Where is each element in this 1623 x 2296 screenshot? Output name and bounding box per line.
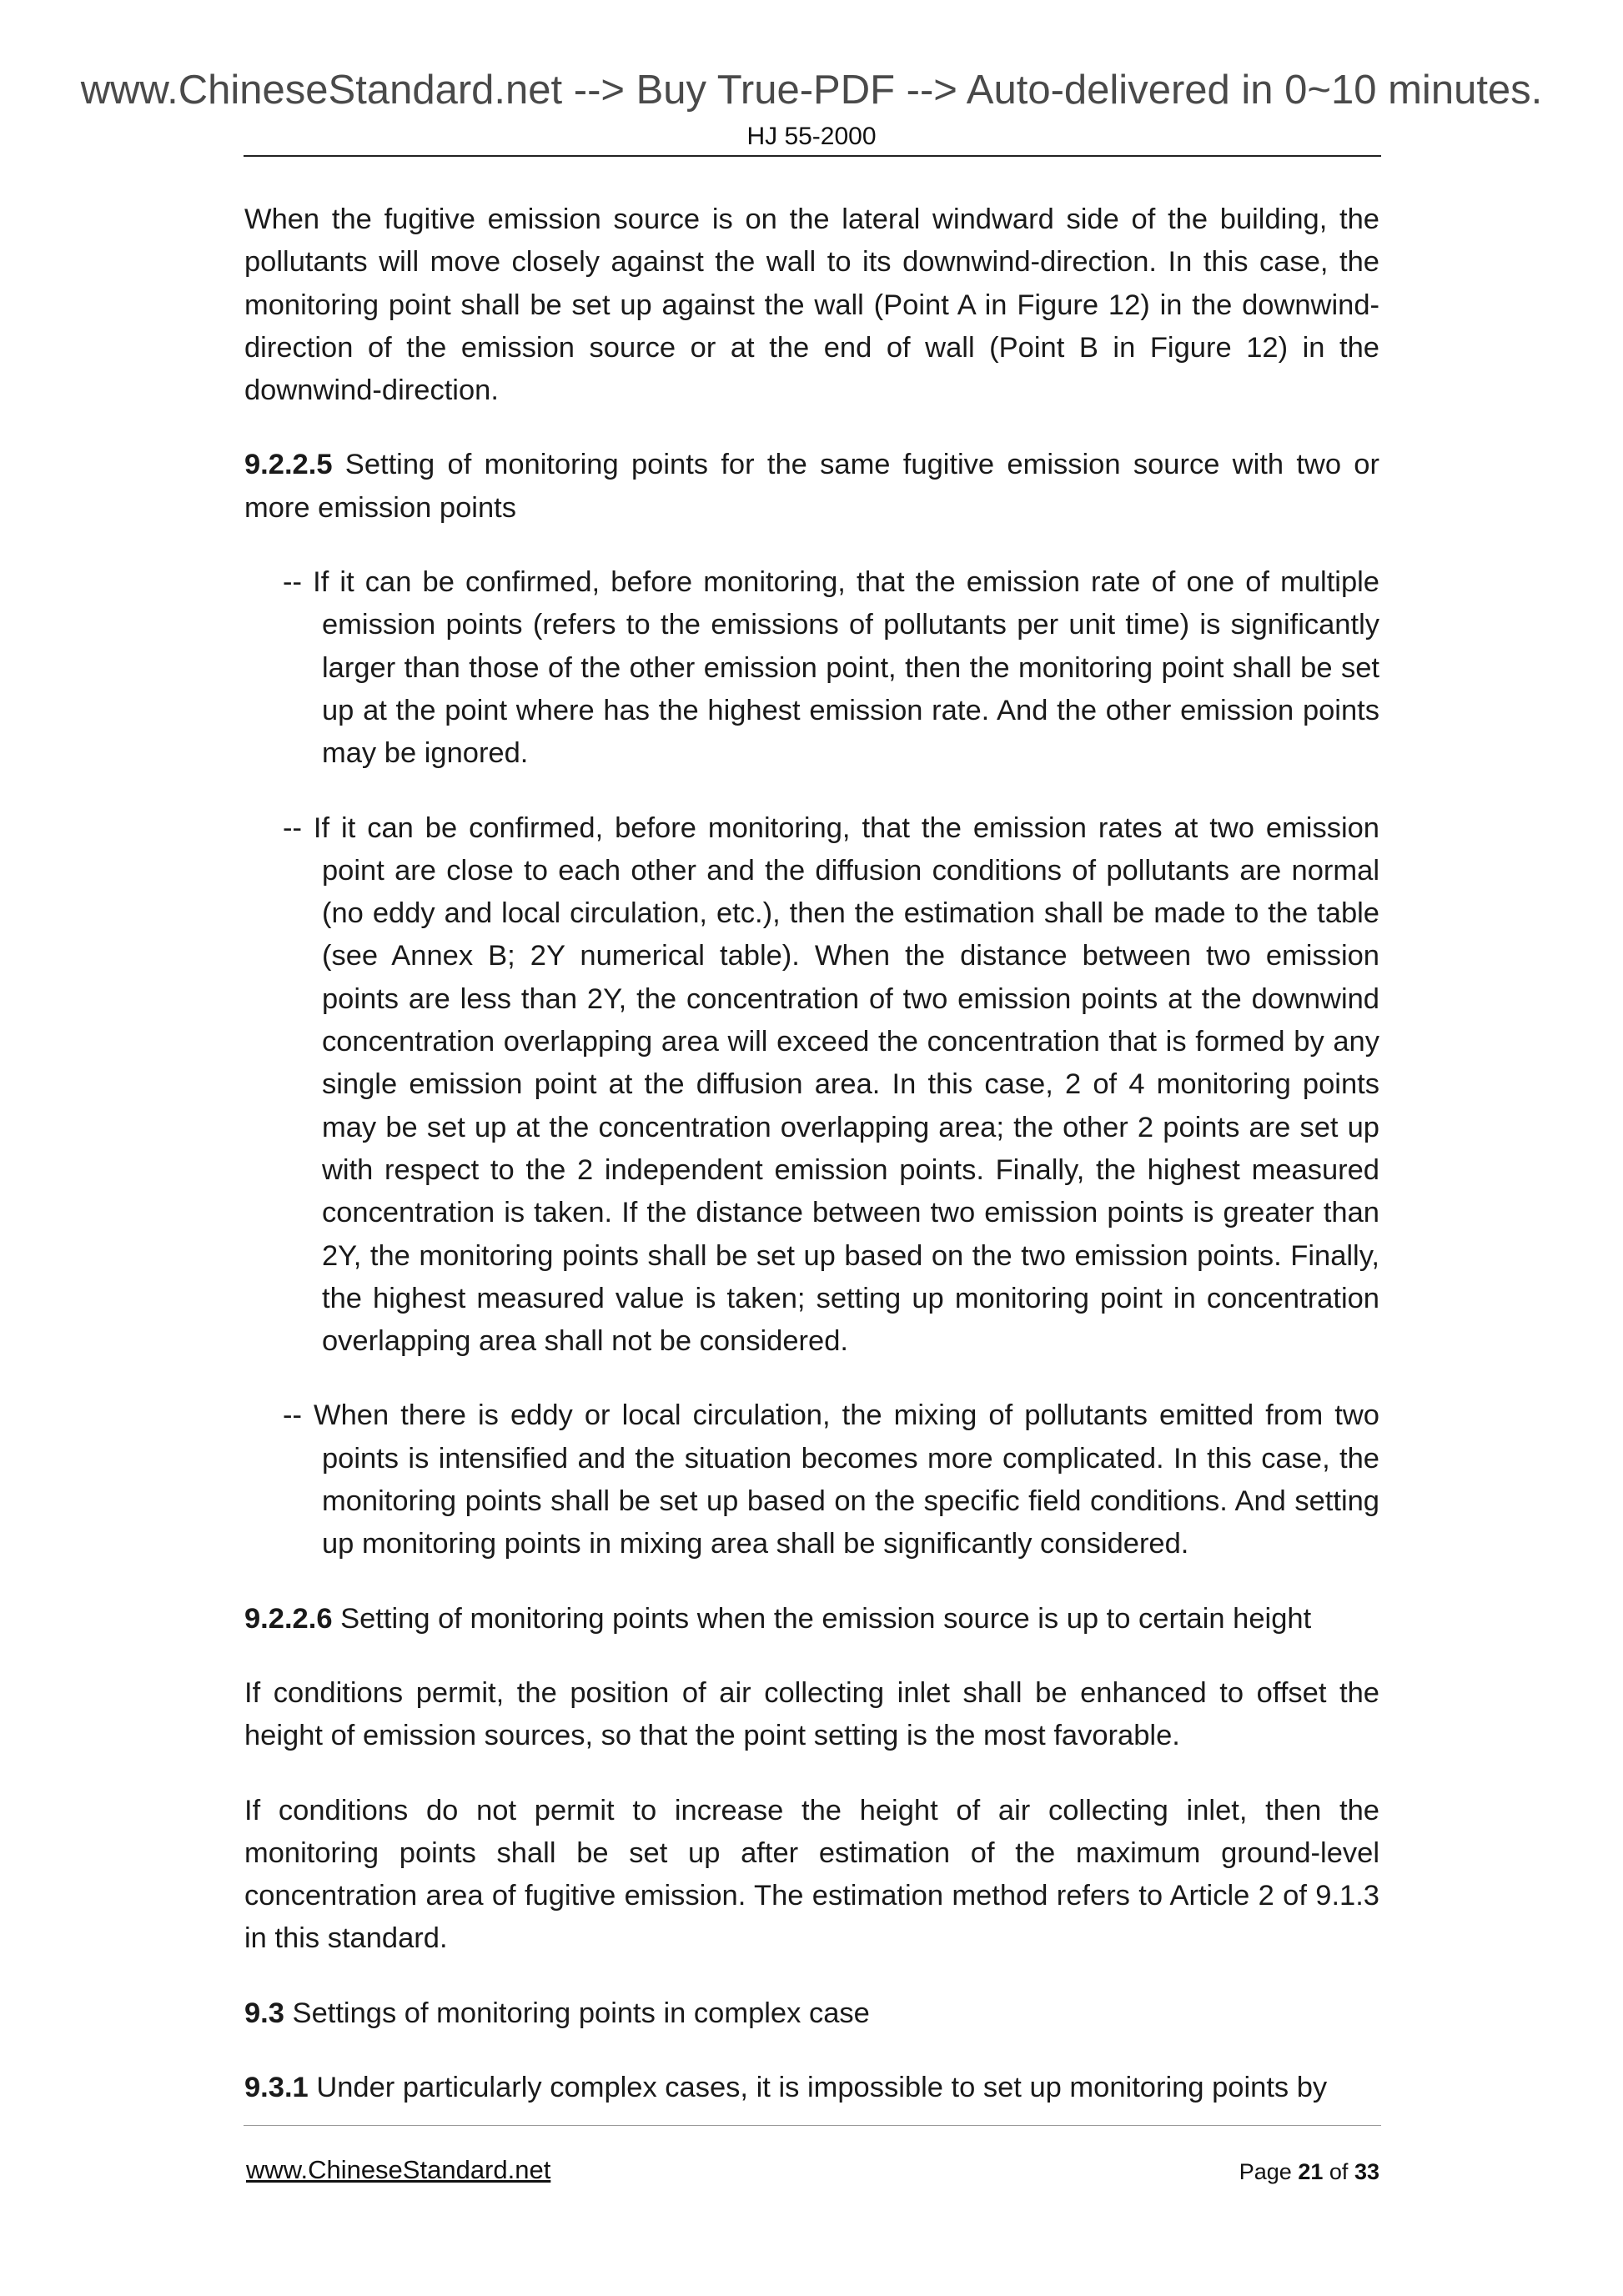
paragraph-conditions-permit: If conditions permit, the position of air collecting inlet shall be enhanced to offset the height of emission sources, so that the point setting is the most favorable. (244, 1676, 1379, 1752)
page-indicator (1239, 2155, 1379, 2188)
paragraph-windward: When the fugitive emission source is on the lateral windward side of the building, the pollutants will move closely against the wall to its downwind-direction. In this case, the monitoring point shall be set up against the wall (Point A in Figure 12) in the downwind-direction of the emission source or at the end of wall (Point B in Figure 12) in the downwind-direction. (244, 203, 1379, 407)
section-number: 9.2.2.5 (244, 449, 333, 481)
section-text: Under particularly complex cases, it is impossible to set up monitoring points by (308, 2071, 1328, 2103)
header-divider (244, 155, 1381, 157)
footer-divider (244, 2125, 1381, 2126)
section-title: Settings of monitoring points in complex case (284, 1997, 870, 2029)
section-title: Setting of monitoring points when the emission source is up to certain height (332, 1602, 1312, 1635)
section-9-3 (244, 1992, 1379, 2035)
header-banner: www.ChineseStandard.net --> Buy True-PDF --> Auto-delivered in 0~10 minutes. (80, 68, 1543, 113)
page-content (244, 198, 1379, 2109)
section-number: 9.3 (244, 1997, 284, 2029)
section-title: Setting of monitoring points for the same fugitive emission source with two or more emission points (244, 449, 1379, 524)
total-pages: 33 (1354, 2159, 1379, 2184)
section-9-2-2-6 (244, 1598, 1379, 1640)
paragraph-conditions-not-permit: If conditions do not permit to increase the height of air collecting inlet, then the monitoring points shall be set up after estimation of the maximum ground-level concentration area of fugitive emission. The estimation method refers to Article 2 of 9.1.3 in this standard. (244, 1794, 1379, 1955)
section-number: 9.3.1 (244, 2071, 309, 2103)
list-item: -- When there is eddy or local circulation, the mixing of pollutants emitted from two points is intensified and the situation becomes more complicated. In this case, the monitoring points shall be set up based on the specific field conditions. And setting up monitoring points in mixing area shall be significantly considered. (283, 1399, 1379, 1560)
footer-website-link[interactable]: www.ChineseStandard.net (246, 2155, 551, 2184)
page-number: 21 (1298, 2159, 1324, 2184)
list-item: -- If it can be confirmed, before monitoring, that the emission rates at two emission point are close to each other and the diffusion conditions of pollutants are normal (no eddy and local circulation, etc.), then the estimation shall be made to the table (see Annex B; 2Y numerical table). When the distance between two emission points are less than 2Y, the concentration of two emission points at the downwind concentration overlapping area will exceed the concentration that is formed by any single emission point at the diffusion area. In this case, 2 of 4 monitoring points may be set up at the concentration overlapping area; the other 2 points are set up with respect to the 2 independent emission points. Finally, the highest measured concentration is taken. If the distance between two emission points is greater than 2Y, the monitoring points shall be set up based on the two emission points. Finally, the highest measured value is taken; setting up monitoring point in concentration overlapping area shall not be considered. (283, 811, 1379, 1358)
section-9-2-2-5 (244, 444, 1379, 530)
list-item: -- If it can be confirmed, before monitoring, that the emission rate of one of multiple emission points (refers to the emissions of pollutants per unit time) is significantly larger than those of the other emission point, then the monitoring point shall be set up at the point where has the highest emission rate. And the other emission points may be ignored. (283, 566, 1379, 770)
section-9-3-1 (244, 2067, 1379, 2109)
document-code: HJ 55-2000 (746, 123, 877, 150)
section-number: 9.2.2.6 (244, 1602, 333, 1635)
page-label: Page (1239, 2159, 1292, 2184)
of-label: of (1329, 2159, 1349, 2184)
